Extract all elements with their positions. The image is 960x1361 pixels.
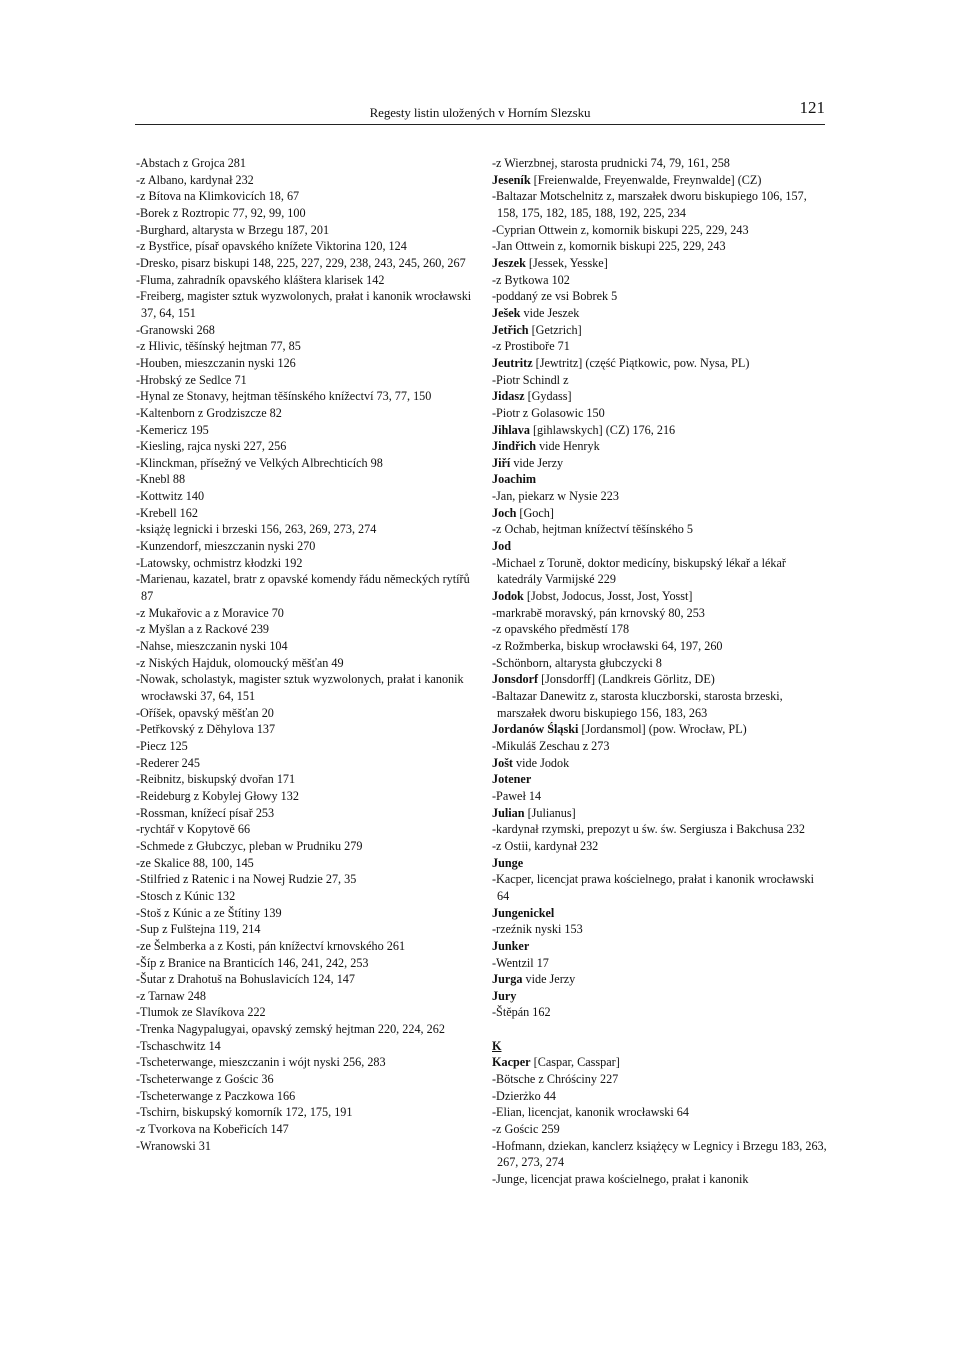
index-subentry: -Nahse, mieszczanin nyski 104: [136, 639, 288, 654]
index-subentry: -poddaný ze vsi Bobrek 5: [492, 289, 618, 304]
index-subentry: -Tschirn, biskupský komorník 172, 175, 191: [136, 1105, 353, 1120]
index-subentry: -Stosch z Kúnic 132: [136, 888, 236, 903]
index-subentry: -Reideburg z Kobylej Głowy 132: [136, 788, 299, 803]
index-subentry: -z Bytkowa 102: [492, 272, 570, 287]
headword-note: [gihlawskych] (CZ) 176, 216: [529, 422, 676, 437]
index-headword-entry: [492, 755, 827, 772]
index-headword-entry: [492, 172, 827, 189]
index-headword-entry: [492, 388, 827, 405]
index-headword-entry: [492, 938, 827, 955]
index-subentry: -ze Skalice 88, 100, 145: [136, 855, 254, 870]
index-subentry: -Jan Ottwein z, komornik biskupi 225, 229, 243: [492, 239, 726, 254]
index-subentry: -z opavského předměstí 178: [492, 622, 630, 637]
index-headword-entry: [492, 1054, 827, 1071]
index-subentry: -z Bystřice, písař opavského knížete Viktorina 120, 124: [136, 239, 407, 254]
index-subentry: -Kiesling, rajca nyski 227, 256: [136, 439, 287, 454]
index-subentry: -rychtář v Kopytově 66: [136, 822, 251, 837]
index-subentry: -z Prostiboře 71: [492, 339, 570, 354]
headword: Jungenickel: [492, 905, 555, 920]
index-subentry: -Dresko, pisarz biskupi 148, 225, 227, 229, 238, 243, 245, 260, 267: [136, 255, 466, 270]
index-subentry: -Wentzil 17: [492, 955, 549, 970]
index-subentry: -kardynał rzymski, prepozyt u św. św. Sergiusza i Bakchusa 232: [492, 822, 805, 837]
index-headword-entry: [492, 671, 827, 688]
index-subentry: -z Rožmberka, biskup wrocławski 64, 197, 260: [492, 639, 723, 654]
index-headword-entry: [492, 422, 827, 439]
index-headword-entry: [492, 855, 827, 872]
index-subentry: -ze Šelmberka a z Kosti, pán knížectví krnovského 261: [136, 938, 406, 953]
index-headword-entry: [492, 438, 827, 455]
index-subentry: -Hrobský ze Sedlce 71: [136, 372, 247, 387]
index-subentry: -Trenka Nagypalugyai, opavský zemský hejtman 220, 224, 262: [136, 1022, 445, 1037]
index-subentry: -rzeźnik nyski 153: [492, 922, 583, 937]
headword-note: [Getzrich]: [528, 322, 582, 337]
index-subentry: -z Tarnaw 248: [136, 988, 206, 1003]
headword: Jetřich: [492, 322, 529, 337]
section-gap: [492, 1021, 827, 1038]
index-subentry: -Tlumok ze Slavíkova 222: [136, 1005, 266, 1020]
index-subentry: -Piotr Schindl z: [492, 372, 569, 387]
index-column-left: [136, 155, 474, 1154]
headword-note: [Jobst, Jodocus, Josst, Jost, Yosst]: [523, 589, 693, 604]
headword: Junge: [492, 855, 524, 870]
index-headword-entry: [492, 322, 827, 339]
index-subentry: -Paweł 14: [492, 788, 542, 803]
index-subentry: -Latowsky, ochmistrz kłodzki 192: [136, 555, 303, 570]
index-subentry: -Krebell 162: [136, 505, 198, 520]
headword-note: [Caspar, Casspar]: [530, 1055, 620, 1070]
index-subentry: -Michael z Toruně, doktor medicíny, biskupský lékař a lékař katedrály Varmijské 229: [492, 555, 786, 587]
index-headword-entry: [492, 538, 827, 555]
index-subentry: -książę legnicki i brzeski 156, 263, 269, 273, 274: [136, 522, 377, 537]
index-subentry: -Knebl 88: [136, 472, 186, 487]
headword-note: [Goch]: [516, 505, 554, 520]
headword-note: vide Jodok: [513, 755, 570, 770]
headword: Jeszek: [492, 255, 526, 270]
index-subentry: -z Wierzbnej, starosta prudnicki 74, 79, 161, 258: [492, 156, 730, 170]
index-subentry: -Piotr z Golasowic 150: [492, 405, 605, 420]
section-letter-heading: K: [492, 1038, 502, 1053]
index-subentry: -Freiberg, magister sztuk wyzwolonych, prałat i kanonik wrocławski 37, 64, 151: [136, 289, 472, 320]
index-subentry: -Kottwitz 140: [136, 489, 205, 504]
index-subentry: -Baltazar Danewitz z, starosta kluczborski, starosta brzeski, marszałek dworu biskupiego 156, 183, 263: [492, 689, 783, 720]
headword-note: [Jessek, Yesske]: [525, 255, 608, 270]
page-number: 121: [799, 98, 825, 117]
index-subentry: -Houben, mieszczanin nyski 126: [136, 355, 296, 370]
index-subentry: -z Tvorkova na Kobeřicích 147: [136, 1122, 289, 1137]
index-subentry: -Šutar z Drahotuš na Bohuslavicích 124, 147: [136, 972, 355, 987]
index-subentry: -z Albano, kardynał 232: [136, 172, 254, 187]
index-headword-entry: [492, 471, 827, 488]
index-subentry: -Hynal ze Stonavy, hejtman těšínského knížectví 73, 77, 150: [136, 389, 432, 404]
index-headword-entry: [492, 971, 827, 988]
headword: Jeutritz: [492, 355, 533, 370]
index-subentry: -Schönborn, altarysta głubczycki 8: [492, 655, 662, 670]
headword-note: [Gydass]: [524, 389, 572, 404]
index-subentry: -Stilfried z Ratenic i na Nowej Rudzie 27, 35: [136, 872, 357, 887]
headword-note: vide Jeszek: [520, 305, 580, 320]
index-headword-entry: [492, 255, 827, 272]
index-subentry: -Stoš z Kúnic a ze Štítiny 139: [136, 905, 282, 920]
index-headword-entry: [492, 988, 827, 1005]
headword: Kacper: [492, 1055, 531, 1070]
index-headword-entry: [492, 355, 827, 372]
index-subentry: -Oříšek, opavský měšťan 20: [136, 705, 274, 720]
index-subentry: -Mikuláš Zeschau z 273: [492, 738, 610, 753]
headword: Jiří: [492, 455, 511, 470]
index-subentry: -Bötsche z Chróściny 227: [492, 1072, 619, 1087]
running-header: [135, 98, 825, 125]
index-subentry: -Kacper, licencjat prawa kościelnego, prałat i kanonik wrocławski 64: [492, 872, 815, 903]
index-subentry: -Baltazar Motschelnitz z, marszałek dworu biskupiego 106, 157, 158, 175, 182, 185, 188, 192, 225, 234: [492, 189, 807, 220]
index-subentry: -Wranowski 31: [136, 1138, 211, 1153]
index-subentry: -Borek z Roztropic 77, 92, 99, 100: [136, 205, 306, 220]
headword: Joch: [492, 505, 517, 520]
index-subentry: -Kunzendorf, mieszczanin nyski 270: [136, 539, 316, 554]
headword-note: vide Henryk: [536, 439, 600, 454]
headword: Jonsdorf: [492, 672, 539, 687]
headword-note: [Julianus]: [524, 805, 576, 820]
index-subentry: -z Mukařovic a z Moravice 70: [136, 605, 284, 620]
index-subentry: -Rossman, knížecí písař 253: [136, 805, 275, 820]
headword-note: vide Jerzy: [522, 972, 576, 987]
headword: Jošt: [492, 755, 513, 770]
index-subentry: -z Ochab, hejtman knížectví těšínského 5: [492, 522, 694, 537]
headword-note: [Freienwalde, Freyenwalde, Freynwalde] (CZ): [530, 172, 762, 187]
headword-note: [Jordansmol] (pow. Wrocław, PL): [578, 722, 747, 737]
index-subentry: -z Myšlan a z Rackové 239: [136, 622, 270, 637]
headword: Julian: [492, 805, 525, 820]
index-headword-entry: [492, 805, 827, 822]
index-headword-entry: [492, 905, 827, 922]
headword: Jordanów Śląski: [492, 722, 579, 737]
index-subentry: -Schmede z Głubczyc, pleban w Prudniku 279: [136, 838, 363, 853]
index-subentry: -Burghard, altarysta w Brzegu 187, 201: [136, 222, 330, 237]
index-subentry: -Hofmann, dziekan, kanclerz książęcy w Legnicy i Brzegu 183, 263, 267, 273, 274: [492, 1138, 827, 1170]
index-headword-entry: [492, 771, 827, 788]
headword: Jeseník: [492, 172, 531, 187]
index-subentry: -Kemericz 195: [136, 422, 209, 437]
index-headword-entry: [492, 305, 827, 322]
index-subentry: -Sup z Fulštejna 119, 214: [136, 922, 261, 937]
headword-note: [Jonsdorff] (Landkreis Görlitz, DE): [538, 672, 715, 687]
headword: Jotener: [492, 772, 532, 787]
index-headword-entry: [492, 721, 827, 738]
index-subentry: -Junge, licencjat prawa kościelnego, prałat i kanonik: [492, 1172, 749, 1187]
headword: Jurga: [492, 972, 523, 987]
index-headword-entry: [492, 588, 827, 605]
index-subentry: -Petřkovský z Děhylova 137: [136, 722, 276, 737]
index-subentry: -Fluma, zahradník opavského kláštera klarisek 142: [136, 272, 385, 287]
headword-note: vide Jerzy: [510, 455, 564, 470]
index-subentry: -Tscheterwange z Paczkowa 166: [136, 1088, 296, 1103]
headword: Jindřich: [492, 439, 537, 454]
headword: Jury: [492, 988, 517, 1003]
index-subentry: -Cyprian Ottwein z, komornik biskupi 225, 229, 243: [492, 222, 749, 237]
index-subentry: -markrabě moravský, pán krnovský 80, 253: [492, 605, 705, 620]
index-subentry: -Tschaschwitz 14: [136, 1038, 221, 1053]
headword: Joachim: [492, 472, 537, 487]
index-subentry: -Nowak, scholastyk, magister sztuk wyzwolonych, prałat i kanonik wrocławski 37, 64, 151: [136, 672, 464, 703]
index-subentry: -Dzierżko 44: [492, 1088, 556, 1103]
index-subentry: -Marienau, kazatel, bratr z opavské komendy řádu německých rytířů 87: [136, 572, 470, 604]
index-subentry: -Kaltenborn z Grodziszcze 82: [136, 405, 282, 420]
headword: Jihlava: [492, 422, 530, 437]
headword: Jidasz: [492, 389, 525, 404]
index-subentry: -Štěpán 162: [492, 1005, 551, 1020]
index-subentry: -Rederer 245: [136, 755, 200, 770]
index-subentry: -z Bítova na Klimkovicích 18, 67: [136, 189, 300, 204]
index-headword-entry: [492, 505, 827, 522]
index-headword-entry: [492, 455, 827, 472]
index-subentry: -z Ostii, kardynał 232: [492, 838, 599, 853]
index-subentry: -Jan, piekarz w Nysie 223: [492, 489, 619, 504]
index-subentry: -Abstach z Grojca 281: [136, 156, 246, 170]
headword: Jod: [492, 539, 511, 554]
headword: Jodok: [492, 589, 524, 604]
index-subentry: -Granowski 268: [136, 322, 215, 337]
index-subentry: -Reibnitz, biskupský dvořan 171: [136, 772, 296, 787]
index-subentry: -z Hlivic, těšínský hejtman 77, 85: [136, 339, 301, 354]
index-subentry: -Tscheterwange, mieszczanin i wójt nyski 256, 283: [136, 1055, 386, 1070]
header-title: Regesty listin uložených v Horním Slezsku: [369, 105, 591, 120]
index-subentry: -Tscheterwange z Gościc 36: [136, 1072, 274, 1087]
index-subentry: -Šíp z Branice na Branticích 146, 241, 242, 253: [136, 955, 369, 970]
index-column-right: [492, 155, 827, 1188]
headword-note: [Jewtritz] (część Piątkowic, pow. Nysa, PL): [532, 355, 750, 370]
index-subentry: -z Gościc 259: [492, 1122, 560, 1137]
index-subentry: -Piecz 125: [136, 738, 188, 753]
index-subentry: -z Niských Hajduk, olomoucký měšťan 49: [136, 655, 344, 670]
headword: Junker: [492, 938, 530, 953]
index-subentry: -Elian, licencjat, kanonik wrocławski 64: [492, 1105, 689, 1120]
index-subentry: -Klinckman, přísežný ve Velkých Albrechticích 98: [136, 455, 383, 470]
headword: Ješek: [492, 305, 521, 320]
